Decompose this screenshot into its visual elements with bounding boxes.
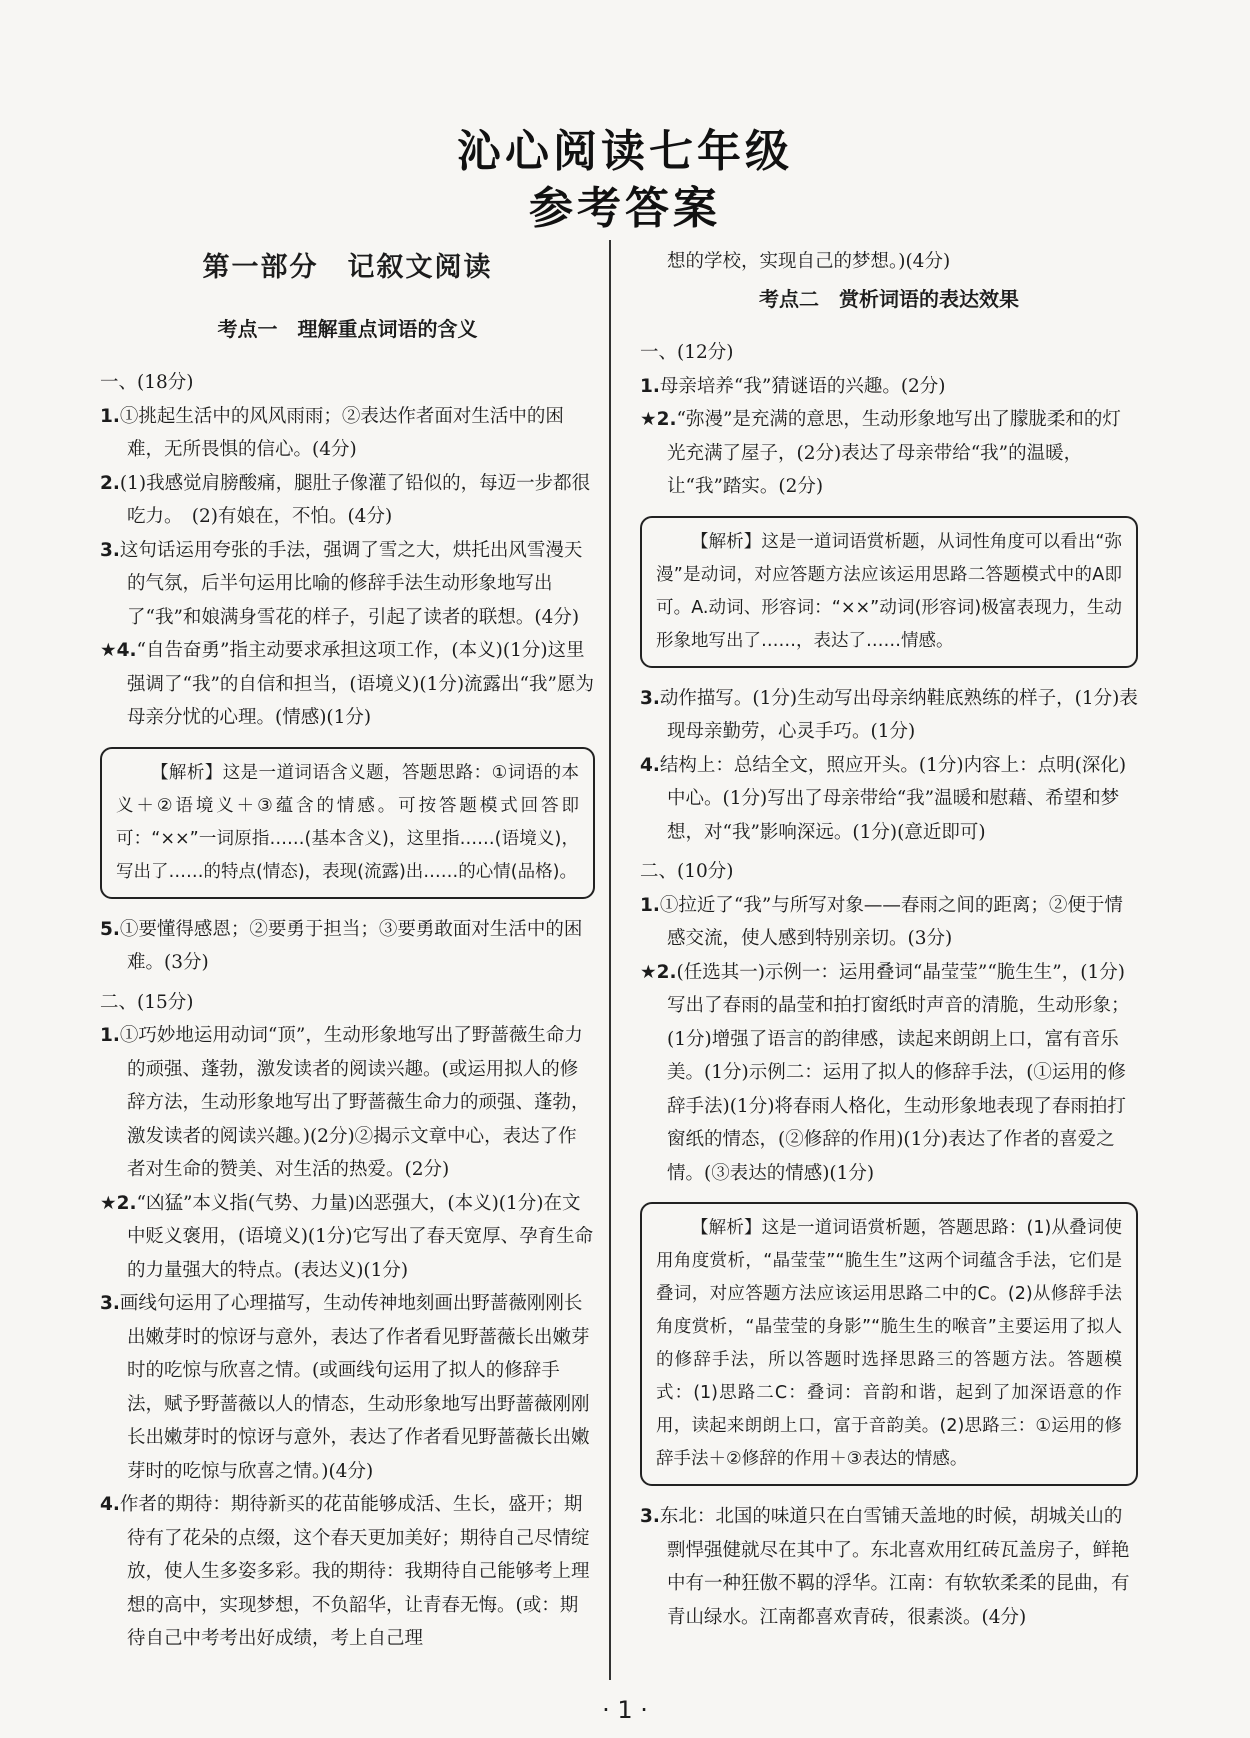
answer-item: [640, 370, 1138, 404]
item-number: 1.: [640, 375, 660, 397]
answer-item: [100, 534, 595, 635]
answer-item: [640, 1500, 1138, 1634]
left-column: [100, 245, 595, 1656]
item-number: ★2.: [640, 961, 677, 983]
answer-item: [100, 634, 595, 735]
item-number: 3.: [640, 687, 660, 709]
item-number: 3.: [100, 539, 120, 561]
item-number: 3.: [640, 1506, 660, 1527]
section-title-1: 考点一 理解重点词语的含义: [217, 316, 478, 341]
item-number: 4.: [100, 1494, 120, 1515]
item-text: 作者的期待：期待新买的花苗能够成活、生长，盛开；期待有了花朵的点缀，这个春天更加美好；期待自己尽情绽放，使人生多姿多彩。我的期待：我期待自己能够考上理想的高中，实现梦想，不负韶华，让青春无悔。(或：期待自己中考考出好成绩，考上自己理: [119, 1494, 590, 1649]
item-text: 动作描写。(1分)生动写出母亲纳鞋底熟练的样子，(1分)表现母亲勤劳，心灵手巧。(1分): [659, 687, 1138, 742]
answer-item: [640, 956, 1138, 1191]
answer-item: [100, 1019, 595, 1187]
group-heading: 一、(12分): [640, 342, 734, 363]
answer-item: [100, 400, 595, 467]
item-number: 2.: [100, 472, 120, 494]
item-number: 1.: [640, 894, 660, 916]
item-text: “凶猛”本义指(气势、力量)凶恶强大，(本义)(1分)在文中贬义褒用，(语境义)(1分)它写出了春天宽厚、孕育生命的力量强大的特点。(表达义)(1分): [127, 1192, 594, 1281]
analysis-text: 【解析】这是一道词语赏析题，从词性角度可以看出“弥漫”是动词，对应答题方法应该运用思路二答题模式中的A即可。A.动词、形容词：“××”动词(形容词)极富表现力，生动形象地写出了……，表达了……情感。: [656, 531, 1122, 651]
item-text: “自告奋勇”指主动要求承担这项工作，(本义)(1分)这里强调了“我”的自信和担当，(语境义)(1分)流露出“我”愿为母亲分忧的心理。(情感)(1分): [127, 640, 594, 728]
item-number: 5.: [100, 918, 120, 940]
group-heading: 二、(10分): [640, 861, 734, 882]
item-text: (1)我感觉肩膀酸痛，腿肚子像灌了铅似的，每迈一步都很吃力。 (2)有娘在，不怕。(4分): [119, 472, 591, 527]
continued-text: 想的学校，实现自己的梦想。)(4分): [667, 251, 951, 272]
item-text: 结构上：总结全文，照应开头。(1分)内容上：点明(深化)中心。(1分)写出了母亲带给“我”温暖和慰藉、希望和梦想，对“我”影响深远。(1分)(意近即可): [659, 754, 1127, 843]
item-number: ★4.: [100, 640, 137, 661]
item-number: 4.: [640, 754, 660, 776]
item-text: ①拉近了“我”与所写对象——春雨之间的距离；②便于情感交流，使人感到特别亲切。(3分): [659, 894, 1123, 949]
item-number: ★2.: [100, 1192, 137, 1214]
item-text: 母亲培养“我”猜谜语的兴趣。(2分): [659, 375, 946, 397]
group-heading: 一、(18分): [100, 372, 194, 393]
item-number: 1.: [100, 1025, 120, 1046]
item-text: ①挑起生活中的风风雨雨；②表达作者面对生活中的困难，无所畏惧的信心。(4分): [119, 405, 564, 460]
item-text: 东北：北国的味道只在白雪铺天盖地的时候，胡城关山的剽悍强健就尽在其中了。东北喜欢用红砖瓦盖房子，鲜艳中有一种狂傲不羁的浮华。江南：有软软柔柔的昆曲，有青山绿水。江南都喜欢青砖，很素淡。(4分): [659, 1506, 1130, 1628]
item-text: “弥漫”是充满的意思，生动形象地写出了朦胧柔和的灯光充满了屋子，(2分)表达了母亲带给“我”的温暖，让“我”踏实。(2分): [667, 409, 1121, 497]
group-heading: 二、(15分): [100, 991, 194, 1013]
analysis-box: [100, 747, 595, 899]
analysis-box: [640, 516, 1138, 668]
item-text: 画线句运用了心理描写，生动传神地刻画出野蔷薇刚刚长出嫩芽时的惊讶与意外，表达了作者看见野蔷薇长出嫩芽时的吃惊与欣喜之情。(或画线句运用了拟人的修辞手法，赋予野蔷薇以人的情态，生动形象地写出野蔷薇刚刚长出嫩芽时的惊讶与意外，表达了作者看见野蔷薇长出嫩芽时的吃惊与欣喜之情。)(4分): [119, 1293, 590, 1482]
answer-item: [100, 467, 595, 534]
answer-item: [640, 682, 1138, 749]
answer-item: [100, 1187, 595, 1288]
item-number: 3.: [100, 1293, 120, 1314]
book-title: 沁心阅读七年级: [457, 126, 793, 177]
answer-item: [100, 913, 595, 980]
answer-item: [100, 1488, 595, 1656]
item-number: ★2.: [640, 409, 677, 430]
analysis-text: 【解析】这是一道词语含义题，答题思路：①词语的本义＋②语境义＋③蕴含的情感。可按答题模式回答即可：“××”一词原指……(基本含义)，这里指……(语境义)，写出了……的特点(情态)，表现(流露)出……的心情(品格)。: [116, 762, 579, 882]
answer-title: 参考答案: [529, 183, 721, 234]
page-number: · 1 ·: [602, 1696, 648, 1724]
answer-item: [100, 1287, 595, 1488]
answer-item: [640, 403, 1138, 504]
part-title: 第一部分 记叙文阅读: [202, 252, 493, 283]
item-text: ①巧妙地运用动词“顶”，生动形象地写出了野蔷薇生命力的顽强、蓬勃，激发读者的阅读兴趣。(或运用拟人的修辞方法，生动形象地写出了野蔷薇生命力的顽强、蓬勃，激发读者的阅读兴趣。)(2分)②揭示文章中心，表达了作者对生命的赞美、对生活的热爱。(2分): [119, 1025, 590, 1180]
analysis-box: [640, 1202, 1138, 1486]
item-number: 1.: [100, 405, 120, 427]
right-column: [640, 245, 1138, 1634]
analysis-text: 【解析】这是一道词语赏析题，答题思路：(1)从叠词使用角度赏析，“晶莹莹”“脆生生”这两个词蕴含手法，它们是叠词，对应答题方法应该运用思路二中的C。(2)从修辞手法角度赏析，“晶莹莹的身影”“脆生生的喉音”主要运用了拟人的修辞手法，所以答题时选择思路三的答题方法。答题模式：(1)思路二C：叠词：音韵和谐，起到了加深语意的作用，读起来朗朗上口，富于音韵美。(2)思路三：①运用的修辞手法＋②修辞的作用＋③表达的情感。: [656, 1218, 1122, 1469]
answer-item: [640, 889, 1138, 956]
column-divider: [609, 240, 611, 1680]
section-title-2: 考点二 赏析词语的表达效果: [759, 286, 1019, 311]
item-text: ①要懂得感恩；②要勇于担当；③要勇敢面对生活中的困难。(3分): [119, 918, 583, 973]
answer-item: [640, 749, 1138, 850]
item-text: (任选其一)示例一：运用叠词“晶莹莹”“脆生生”，(1分)写出了春雨的晶莹和拍打窗纸时声音的清脆，生动形象；(1分)增强了语言的韵律感，读起来朗朗上口，富有音乐美。(1分)示例二：运用了拟人的修辞手法，(①运用的修辞手法)(1分)将春雨人格化，生动形象地表现了春雨拍打窗纸的情态，(②修辞的作用)(1分)表达了作者的喜爱之情。(③表达的情感)(1分): [667, 961, 1130, 1184]
item-text: 这句话运用夸张的手法，强调了雪之大，烘托出风雪漫天的气氛，后半句运用比喻的修辞手法生动形象地写出了“我”和娘满身雪花的样子，引起了读者的联想。(4分): [119, 539, 583, 628]
